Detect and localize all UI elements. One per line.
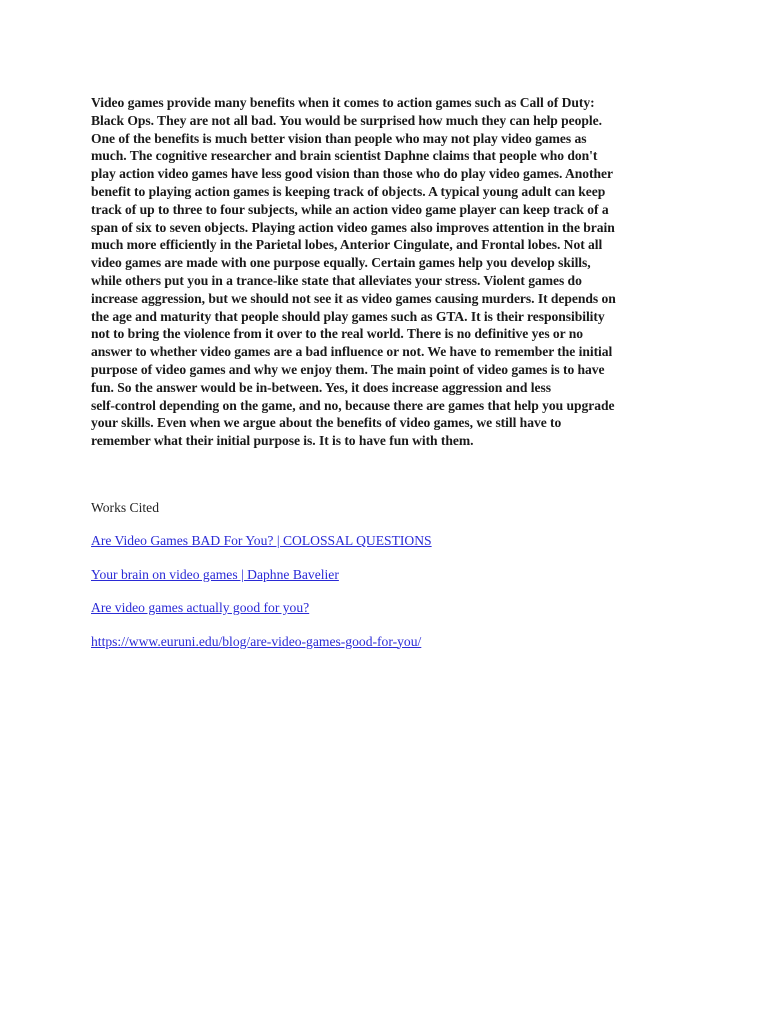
essay-line: play action video games have less good vision than those who do play video games. Another (91, 166, 613, 182)
essay-line: self-control depending on the game, and no, because there are games that help you upgrade (91, 397, 615, 413)
essay-line: Video games provide many benefits when it comes to action games such as Call of Duty: (91, 95, 595, 110)
essay-line: while others put you in a trance-like state that alleviates your stress. Violent games do (91, 272, 582, 288)
essay-paragraph (91, 94, 691, 450)
citation-link-good-for-you[interactable]: Are video games actually good for you? (91, 600, 310, 615)
essay-line: answer to whether video games are a bad influence or not. We have to remember the initial (91, 344, 613, 360)
essay-line: the age and maturity that people should play games such as GTA. It is their responsibility (91, 308, 605, 324)
essay-line: One of the benefits is much better vision than people who may not play video games as (91, 130, 587, 146)
essay-line: your skills. Even when we argue about the benefits of video games, we still have to (91, 415, 562, 431)
citation-link-daphne-bavelier[interactable]: Your brain on video games | Daphne Bavelier (91, 566, 339, 582)
essay-line: increase aggression, but we should not see it as video games causing murders. It depends on (91, 290, 616, 306)
essay-line: track of up to three to four subjects, while an action video game player can keep track of a (91, 201, 609, 217)
essay-line: remember what their initial purpose is. It is to have fun with them. (91, 433, 474, 449)
works-cited-item (91, 567, 432, 601)
works-cited-heading: Works Cited (91, 500, 160, 515)
document-page (91, 94, 691, 450)
essay-line: span of six to seven objects. Playing action video games also improves attention in the brain (91, 219, 615, 235)
essay-line: Black Ops. They are not all bad. You would be surprised how much they can help people. (91, 112, 602, 128)
essay-line: benefit to playing action games is keeping track of objects. A typical young adult can keep (91, 183, 606, 199)
essay-line: much. The cognitive researcher and brain scientist Daphne claims that people who don't (91, 148, 598, 164)
essay-line: video games are made with one purpose equally. Certain games help you develop skills, (91, 255, 591, 271)
citation-link-colossal-questions[interactable]: Are Video Games BAD For You? | COLOSSAL QUESTIONS (91, 533, 432, 548)
essay-line: much more efficiently in the Parietal lobes, Anterior Cingulate, and Frontal lobes. Not all (91, 237, 603, 253)
citation-link-euruni-url[interactable]: https://www.euruni.edu/blog/are-video-games-good-for-you/ (91, 633, 422, 649)
essay-line: fun. So the answer would be in-between. Yes, it does increase aggression and less (91, 379, 551, 395)
essay-line: not to bring the violence from it over to the real world. There is no definitive yes or no (91, 326, 584, 342)
essay-line: purpose of video games and why we enjoy them. The main point of video games is to have (91, 361, 605, 377)
works-cited-item (91, 600, 432, 634)
works-cited-item (91, 634, 432, 668)
works-cited-list (91, 533, 432, 667)
works-cited-item (91, 533, 432, 567)
